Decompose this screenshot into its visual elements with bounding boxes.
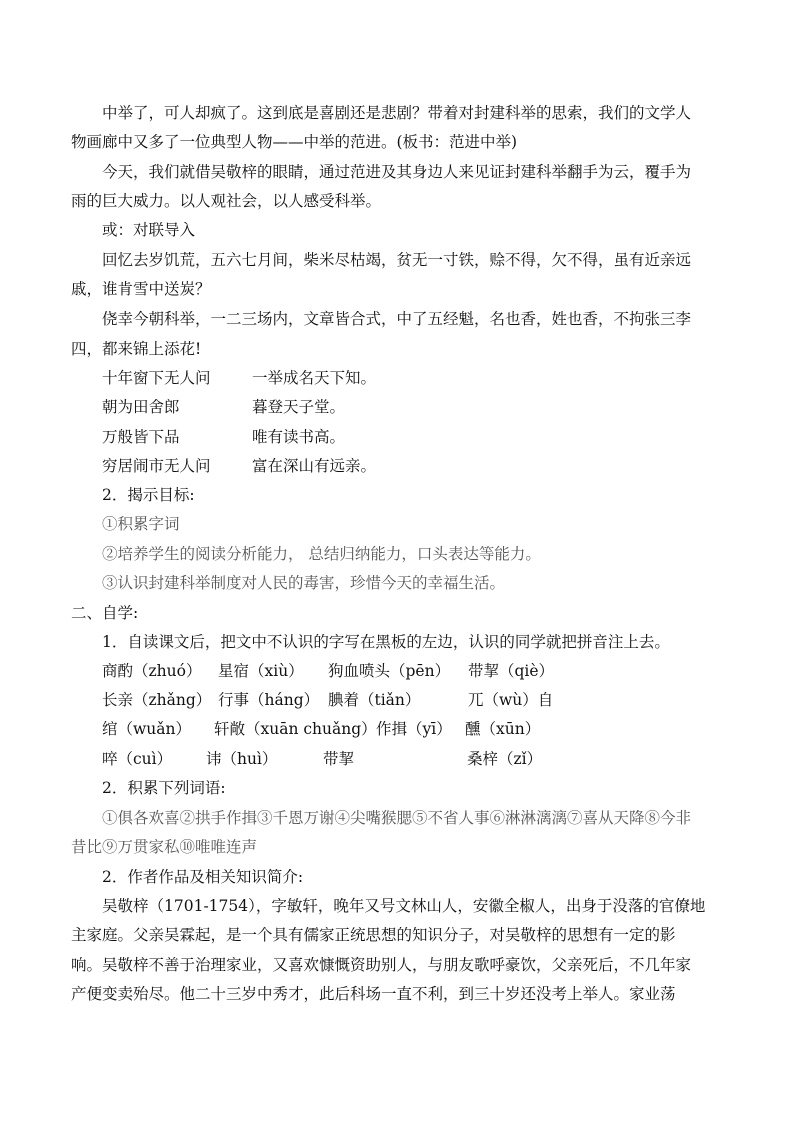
author-bio-line-1: 吴敬梓（1701-1754），字敏轩，晚年又号文林山人，安徽全椒人，出身于没落的官僚地 bbox=[102, 897, 706, 915]
pinyin-entry: 桑梓（zǐ） bbox=[467, 750, 543, 768]
couplet-right: 富在深山有远亲。 bbox=[252, 457, 377, 475]
couplet-left: 万般皆下品 bbox=[102, 428, 180, 446]
author-bio-line-2: 主家庭。父亲吴霖起，是一个具有儒家正统思想的知识分子，对吴敬梓的思想有一定的影 bbox=[71, 926, 676, 944]
pinyin-entry: 腆着（tiǎn） bbox=[328, 691, 421, 709]
pinyin-entry: 轩敞（xuān chuǎng） bbox=[214, 720, 377, 738]
author-bio-line-3: 响。吴敬梓不善于治理家业，又喜欢慷慨资助别人，与朋友歌呼豪饮，父亲死后，不几年家 bbox=[71, 956, 692, 974]
self-study-step-2: 2．积累下列词语: bbox=[102, 779, 226, 797]
couplet-right: 暮登天子堂。 bbox=[252, 398, 346, 416]
pinyin-entry: 作揖（yī） bbox=[376, 720, 452, 738]
pinyin-entry: 带挈 bbox=[323, 750, 355, 768]
pinyin-entry: 啐（cuì） bbox=[102, 750, 173, 768]
pinyin-entry: 兀（wù）自 bbox=[468, 691, 554, 709]
couplet-left: 朝为田舍郎 bbox=[102, 398, 180, 416]
couplet-paragraph-1-line-2: 戚，谁肯雪中送炭？ bbox=[71, 280, 211, 298]
couplet-left: 十年窗下无人问 bbox=[102, 369, 211, 387]
intro-paragraph-2-line-2: 雨的巨大威力。以人观社会，以人感受科举。 bbox=[71, 192, 382, 210]
pinyin-entry: 醺（xūn） bbox=[465, 720, 541, 738]
pinyin-entry: 绾（wuǎn） bbox=[102, 720, 191, 738]
self-study-step-3: 2．作者作品及相关知识简介: bbox=[102, 868, 304, 886]
self-study-heading: 二、自学: bbox=[71, 604, 139, 622]
vocab-line-1: ①俱各欢喜②拱手作揖③千恩万谢④尖嘴猴腮⑤不省人事⑥淋淋漓漓⑦喜从天降⑧今非 bbox=[102, 809, 692, 827]
pinyin-entry: 商酌（zhuó） bbox=[102, 662, 202, 680]
goal-item: ①积累字词 bbox=[102, 515, 180, 533]
author-bio-line-4: 产便变卖殆尽。他二十三岁中秀才，此后科场一直不利，到三十岁还没考上举人。家业荡 bbox=[71, 985, 676, 1003]
pinyin-entry: 长亲（zhǎng） bbox=[102, 691, 212, 709]
pinyin-entry: 行事（háng） bbox=[218, 691, 320, 709]
goal-item: ③认识封建科举制度对人民的毒害，珍惜今天的幸福生活。 bbox=[102, 574, 506, 592]
intro-paragraph-2-line-1: 今天，我们就借吴敬梓的眼睛，通过范进及其身边人来见证封建科举翻手为云，覆手为 bbox=[102, 163, 692, 181]
or-couplet-intro-label: 或：对联导入 bbox=[102, 221, 196, 239]
goals-heading: 2．揭示目标: bbox=[102, 486, 195, 504]
intro-paragraph-1-line-2: 物画廊中又多了一位典型人物——中举的范进。(板书：范进中举) bbox=[71, 133, 518, 151]
vocab-line-2: 昔比⑨万贯家私⑩唯唯连声 bbox=[71, 838, 258, 856]
couplet-paragraph-2-line-1: 侥幸今朝科举，一二三场内，文章皆合式，中了五经魁，名也香，姓也香，不拘张三李 bbox=[102, 310, 692, 328]
pinyin-entry: 讳（huì） bbox=[206, 750, 278, 768]
couplet-right: 一举成名天下知。 bbox=[252, 369, 377, 387]
couplet-paragraph-2-line-2: 四，都来锦上添花! bbox=[71, 340, 202, 358]
goal-item: ②培养学生的阅读分析能力， 总结归纳能力，口头表达等能力。 bbox=[102, 545, 541, 563]
pinyin-entry: 狗血喷头（pēn） bbox=[328, 662, 451, 680]
intro-paragraph-1-line-1: 中举了，可人却疯了。这到底是喜剧还是悲剧？带着对封建科举的思索，我们的文学人 bbox=[102, 104, 692, 122]
couplet-paragraph-1-line-1: 回忆去岁饥荒，五六七月间，柴米尽枯竭，贫无一寸铁，赊不得，欠不得，虽有近亲远 bbox=[102, 251, 692, 269]
couplet-right: 唯有读书高。 bbox=[252, 428, 346, 446]
pinyin-entry: 星宿（xiù） bbox=[218, 662, 304, 680]
couplet-left: 穷居闹市无人问 bbox=[102, 457, 211, 475]
self-study-step-1: 1．自读课文后，把文中不认识的字写在黑板的左边，认识的同学就把拼音注上去。 bbox=[102, 633, 670, 651]
pinyin-entry: 带挈（qiè） bbox=[468, 662, 555, 680]
